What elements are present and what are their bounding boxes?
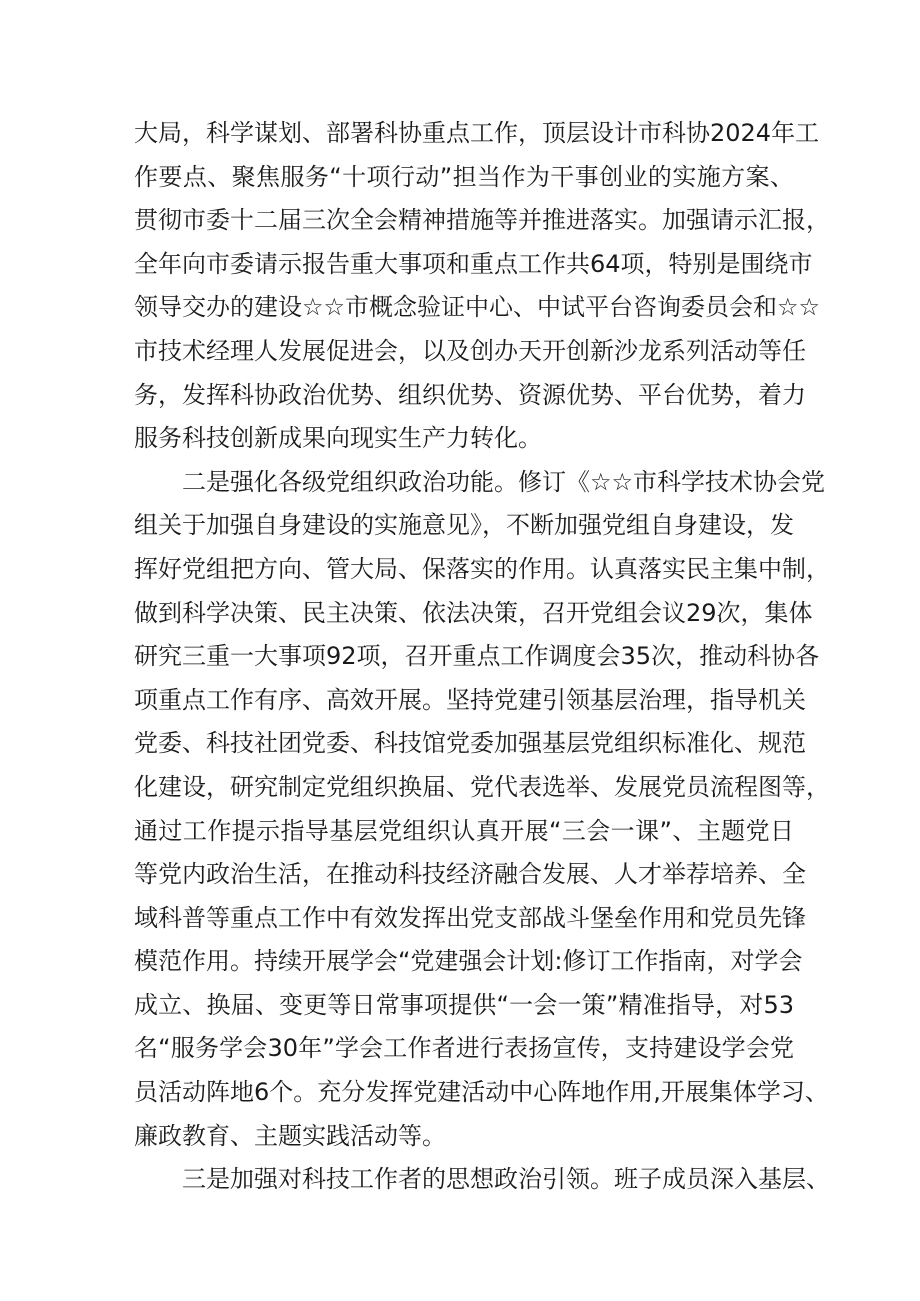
paragraph-line: 研究三重一大事项92项，召开重点工作调度会35次，推动科协各 xyxy=(134,642,820,671)
paragraph-line: 等党内政治生活，在推动科技经济融合发展、人才举荐培养、全 xyxy=(134,860,806,889)
paragraph-line: 模范作用。持续开展学会“党建强会计划:修订工作指南，对学会 xyxy=(134,947,803,976)
paragraph-line: 项重点工作有序、高效开展。坚持党建引领基层治理，指导机关 xyxy=(134,685,806,714)
paragraph-line: 廉政教育、主题实践活动等。 xyxy=(134,1121,446,1150)
paragraph-line: 领导交办的建设☆☆市概念验证中心、中试平台咨询委员会和☆☆ xyxy=(134,293,821,322)
paragraph-line: 大局，科学谋划、部署科协重点工作，顶层设计市科协2024年工 xyxy=(134,119,820,147)
paragraph-line: 做到科学决策、民主决策、依法决策，召开党组会议29次，集体 xyxy=(134,598,813,627)
paragraph-line: 组关于加强自身建设的实施意见》，不断加强党组自身建设，发 xyxy=(134,511,794,540)
paragraph-line: 服务科技创新成果向现实生产力转化。 xyxy=(134,424,542,453)
paragraph-line: 全年向市委请示报告重大事项和重点工作共64项，特别是围绕市 xyxy=(134,249,813,278)
paragraph-1 xyxy=(134,112,830,461)
paragraph-line: 员活动阵地6个。充分发挥党建活动中心阵地作用,开展集体学习、 xyxy=(134,1078,829,1107)
paragraph-line: 二是强化各级党组织政治功能。修订《☆☆市科学技术协会党 xyxy=(182,467,826,496)
paragraph-line: 域科普等重点工作中有效发挥出党支部战斗堡垒作用和党员先锋 xyxy=(134,903,806,932)
document-body xyxy=(134,112,830,1202)
paragraph-line: 挥好党组把方向、管大局、保落实的作用。认真落实民主集中制， xyxy=(134,554,830,583)
paragraph-line: 市技术经理人发展促进会，以及创办天开创新沙龙系列活动等任 xyxy=(134,336,806,365)
paragraph-line: 作要点、聚焦服务“十项行动”担当作为干事创业的实施方案、 xyxy=(134,162,794,191)
paragraph-line: 贯彻市委十二届三次全会精神措施等并推进落实。加强请示汇报， xyxy=(134,206,830,235)
paragraph-line: 务，发挥科协政治优势、组织优势、资源优势、平台优势，着力 xyxy=(134,380,806,409)
paragraph-3 xyxy=(134,1158,830,1202)
paragraph-line: 成立、换届、变更等日常事项提供“一会一策”精准指导，对53 xyxy=(134,990,794,1019)
paragraph-line: 通过工作提示指导基层党组织认真开展“三会一课”、主题党日 xyxy=(134,816,794,845)
paragraph-line: 党委、科技社团党委、科技馆党委加强基层党组织标准化、规范 xyxy=(134,729,806,758)
paragraph-2 xyxy=(134,461,830,1159)
paragraph-line: 化建设，研究制定党组织换届、党代表选举、发展党员流程图等， xyxy=(134,772,830,801)
paragraph-line: 名“服务学会30年”学会工作者进行表扬宣传，支持建设学会党 xyxy=(134,1034,794,1063)
paragraph-line: 三是加强对科技工作者的思想政治引领。班子成员深入基层、 xyxy=(182,1165,830,1194)
